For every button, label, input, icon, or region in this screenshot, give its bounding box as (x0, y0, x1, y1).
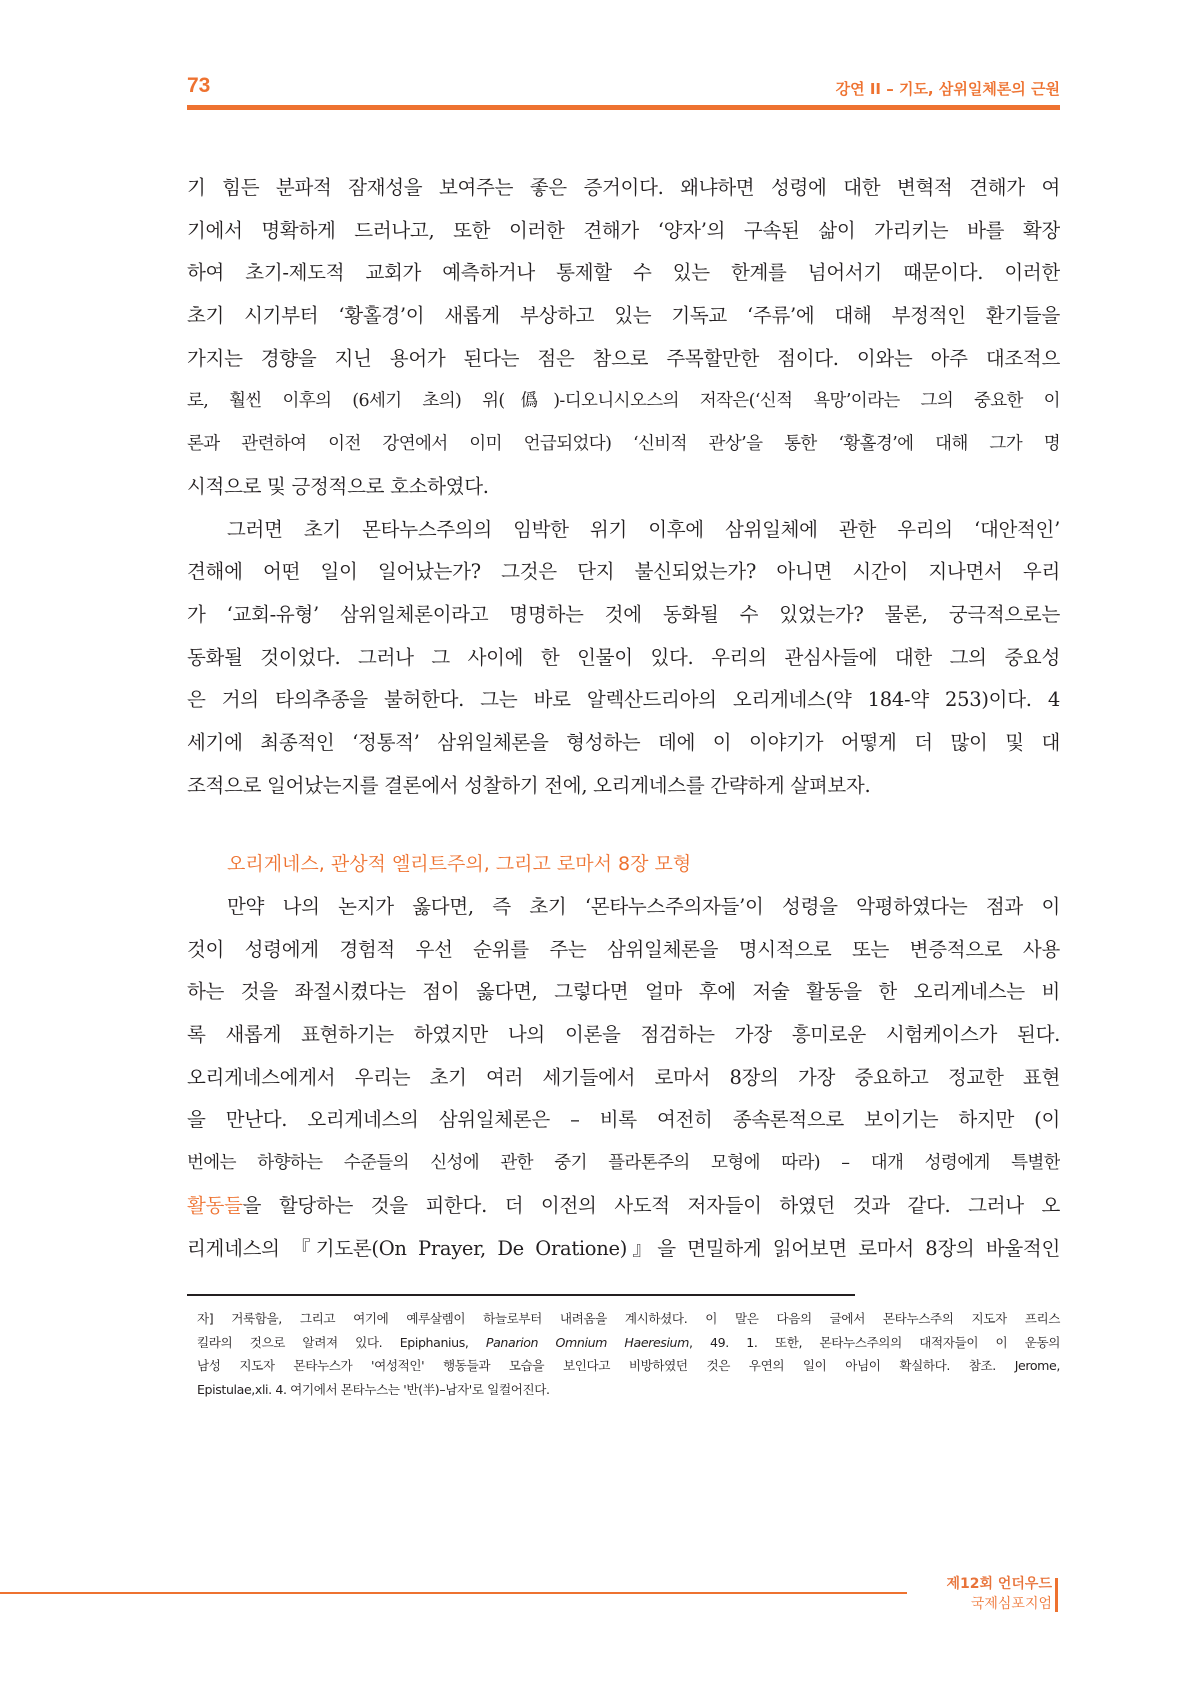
footnote (197, 1307, 1060, 1401)
main-text (187, 167, 1060, 1270)
text-line: 번에는 하향하는 수준들의 신성에 관한 중기 플라톤주의 모형에 따라) – 대개 성령에게 특별한 (187, 1153, 1060, 1174)
footer-event-title: 제12회 언더우드 (946, 1576, 1052, 1592)
footnote-line: 자] 거룩함을, 그리고 여기에 예루살렘이 하늘로부터 내려옴을 계시하셨다. 이 말은 다음의 글에서 몬타누스주의 지도자 프리스 (197, 1311, 1060, 1326)
citation-title: Panarion Omnium Haeresium (485, 1334, 690, 1350)
text-line: 을 만난다. 오리게네스의 삼위일체론은 – 비록 여전히 종속론적으로 보이기는 하지만 (이 (187, 1108, 1060, 1132)
text-line: 리게네스의 『기도론(On Prayer, De Oratione)』을 면밀하게 읽어보면 로마서 8장의 바울적인 (187, 1236, 1060, 1260)
text-line: 로, 훨씬 이후의 (6세기 초의) 위(僞)-디오니시오스의 저작은(‘신적 욕망’이라는 그의 중요한 이 (187, 391, 1060, 412)
footnote-line (197, 1331, 1060, 1355)
text-line: 그러면 초기 몬타누스주의의 임박한 위기 이후에 삼위일체에 관한 우리의 ‘대안적인’ (227, 517, 1060, 541)
text-line: 하는 것을 좌절시켰다는 점이 옳다면, 그렇다면 얼마 후에 저술 활동을 한 오리게네스는 비 (187, 980, 1060, 1004)
text-line: 가지는 경향을 지닌 용어가 된다는 점은 참으로 주목할만한 점이다. 이와는 아주 대조적으 (187, 346, 1060, 370)
section-heading: 오리게네스, 관상적 엘리트주의, 그리고 로마서 8장 모형 (227, 853, 692, 876)
text-line: 기 힘든 분파적 잠재성을 보여주는 좋은 증거이다. 왜냐하면 성령에 대한 변혁적 견해가 여 (187, 176, 1060, 199)
highlighted-term: 활동들 (187, 1193, 243, 1217)
text-line: 하여 초기-제도적 교회가 예측하거나 통제할 수 있는 한계를 넘어서기 때문이다. 이러한 (187, 261, 1060, 285)
page-number: 73 (187, 74, 211, 97)
text-line: 세기에 최종적인 ‘정통적’ 삼위일체론을 형성하는 데에 이 이야기가 어떻게 더 많이 및 대 (187, 730, 1060, 754)
text-line: 오리게네스에게서 우리는 초기 여러 세기들에서 로마서 8장의 가장 중요하고 정교한 표현 (187, 1065, 1060, 1089)
paragraph-3 (187, 886, 1060, 1270)
text-line: 론과 관련하여 이전 강연에서 이미 언급되었다) ‘신비적 관상’을 통한 ‘황홀경’에 대해 그가 명 (187, 434, 1060, 455)
text-line: 것이 성령에게 경험적 우선 순위를 주는 삼위일체론을 명시적으로 또는 변증적으로 사용 (187, 937, 1060, 961)
text-line: 가 ‘교회-유형’ 삼위일체론이라고 명명하는 것에 동화될 수 있었는가? 물론, 궁극적으로는 (187, 602, 1060, 626)
text-line: 초기 시기부터 ‘황홀경’이 새롭게 부상하고 있는 기독교 ‘주류’에 대해 부정적인 환기들을 (187, 304, 1060, 328)
text-line: 견해에 어떤 일이 일어났는가? 그것은 단지 불신되었는가? 아니면 시간이 지나면서 우리 (187, 560, 1060, 584)
paragraph-1 (187, 167, 1060, 509)
footer-rule (0, 1592, 907, 1594)
running-header-title: 강연 II – 기도, 삼위일체론의 근원 (835, 80, 1060, 98)
footnote-line: 남성 지도자 몬타누스가 '여성적인' 행동들과 모습을 보인다고 비방하였던 것은 우연의 일이 아님이 확실하다. 참조. Jerome, (197, 1358, 1060, 1373)
footnote-rule (187, 1294, 855, 1296)
text-line: 조적으로 일어났는지를 결론에서 성찰하기 전에, 오리게네스를 간략하게 살펴보자. (187, 773, 871, 797)
header-rule (187, 105, 1060, 110)
text-segment: 을 할당하는 것을 피한다. 더 이전의 사도적 저자들이 하였던 것과 같다. 그러나 오 (242, 1193, 1060, 1217)
text-segment: , 49. 1. 또한, 몬타누스주의의 대적자들이 이 운동의 (689, 1334, 1060, 1350)
text-line: 은 거의 타의추종을 불허한다. 그는 바로 알렉산드리아의 오리게네스(약 184-약 253)이다. 4 (187, 688, 1060, 712)
text-line: 만약 나의 논지가 옳다면, 즉 초기 ‘몬타누스주의자들’이 성령을 악평하였다는 점과 이 (227, 895, 1060, 918)
text-line (187, 1185, 1060, 1228)
footer-divider (1055, 1578, 1058, 1612)
paragraph-2 (187, 509, 1060, 808)
footnote-line: Epistulae,xli. 4. 여기에서 몬타누스는 '반(半)–남자'로 일컬어진다. (197, 1381, 550, 1397)
text-line: 기에서 명확하게 드러나고, 또한 이러한 견해가 ‘양자’의 구속된 삶이 가리키는 바를 확장 (187, 218, 1060, 242)
text-segment: 킬라의 것으로 알려져 있다. Epiphanius, (197, 1334, 486, 1350)
text-line: 시적으로 및 긍정적으로 호소하였다. (187, 474, 489, 498)
footer-event-subtitle: 국제심포지엄 (970, 1596, 1052, 1612)
text-line: 록 새롭게 표현하기는 하였지만 나의 이론을 점검하는 가장 흥미로운 시험케이스가 된다. (187, 1023, 1060, 1047)
text-line: 동화될 것이었다. 그러나 그 사이에 한 인물이 있다. 우리의 관심사들에 대한 그의 중요성 (187, 645, 1060, 669)
